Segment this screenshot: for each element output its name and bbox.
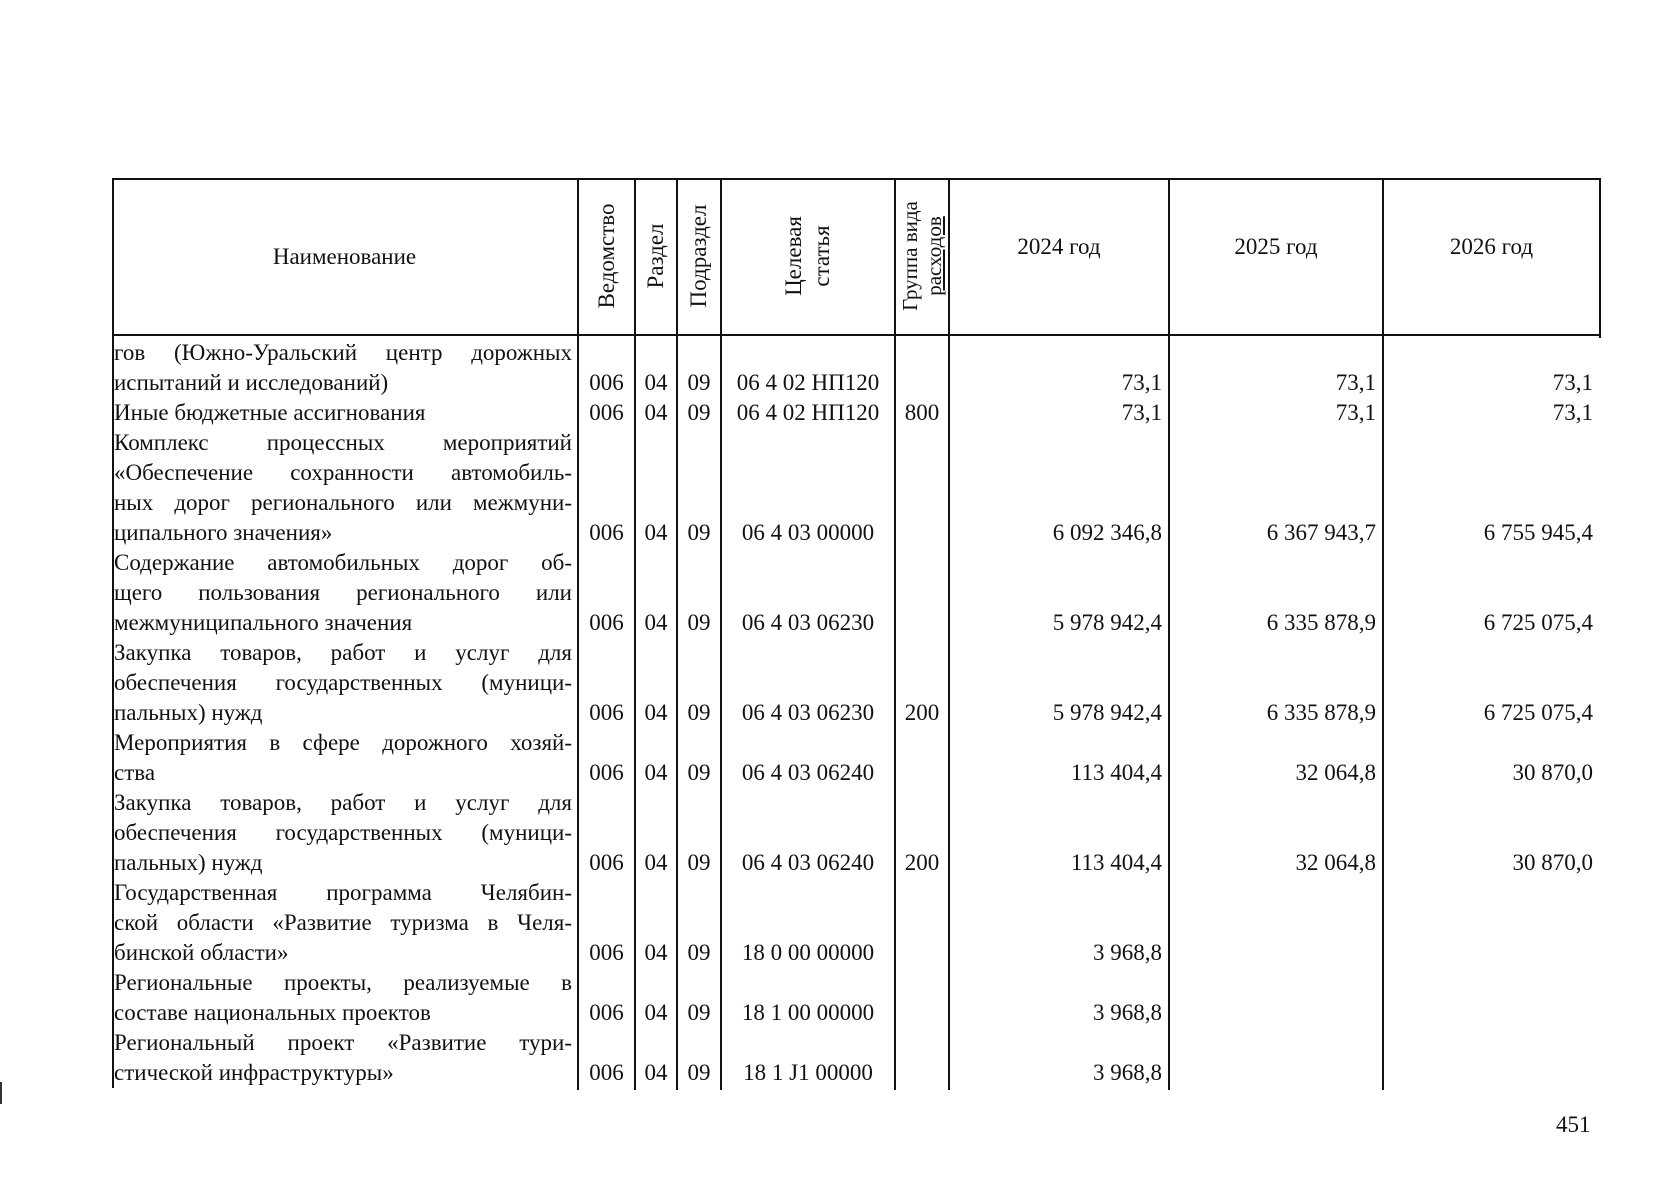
row-name-line: бинской области» (114, 940, 289, 965)
row-podrazdel: 09 (687, 1000, 711, 1025)
row-value-y2025: 6 335 878,9 (1266, 700, 1376, 725)
row-tselevaya: 18 0 00 00000 (741, 940, 875, 965)
row-name-line: Закупка товаров, работ и услуг для (114, 640, 572, 665)
row-razdel: 04 (644, 700, 668, 725)
row-value-y2024: 3 968,8 (1093, 1000, 1162, 1025)
row-ved: 006 (589, 610, 624, 635)
row-razdel: 04 (644, 1000, 668, 1025)
row-ved: 006 (589, 700, 624, 725)
row-podrazdel: 09 (687, 850, 711, 875)
row-gruppa: 200 (904, 850, 940, 875)
row-tselevaya: 06 4 03 06240 (741, 760, 875, 785)
row-value-y2024: 113 404,4 (1070, 760, 1162, 785)
table-top-border (112, 178, 1601, 180)
row-ved: 006 (589, 850, 624, 875)
row-value-y2024: 73,1 (1121, 400, 1162, 425)
row-ved: 006 (589, 370, 624, 395)
row-name-line: испытаний и исследований) (114, 370, 389, 395)
header-tselevaya-line2: статья (809, 225, 834, 287)
row-value-y2024: 6 092 346,8 (1052, 520, 1162, 545)
header-gruppa-line2: расходов (922, 216, 946, 296)
col-divider (894, 178, 896, 1090)
row-value-y2025: 73,1 (1335, 370, 1376, 395)
row-name-line: Мероприятия в сфере дорожного хозяй- (114, 730, 572, 755)
row-value-y2025: 32 064,8 (1295, 760, 1376, 785)
header-razdel: Раздел (643, 223, 668, 289)
row-tselevaya: 18 1 J1 00000 (743, 1060, 873, 1085)
row-tselevaya: 06 4 03 06230 (741, 700, 875, 725)
page-number: 451 (1556, 1112, 1591, 1137)
col-divider (1599, 178, 1601, 338)
row-ved: 006 (589, 520, 624, 545)
row-name-line: Иные бюджетные ассигнования (114, 400, 426, 425)
row-value-y2025: 6 367 943,7 (1266, 520, 1376, 545)
row-podrazdel: 09 (687, 1060, 711, 1085)
row-value-y2026: 30 870,0 (1512, 760, 1593, 785)
row-gruppa: 800 (904, 400, 940, 425)
row-name-line: Региональные проекты, реализуемые в (114, 970, 572, 995)
row-value-y2024: 113 404,4 (1070, 850, 1162, 875)
row-value-y2026: 30 870,0 (1512, 850, 1593, 875)
row-razdel: 04 (644, 370, 668, 395)
header-vedomstvo: Ведомство (594, 203, 619, 309)
row-value-y2024: 3 968,8 (1093, 1060, 1162, 1085)
row-value-y2024: 5 978 942,4 (1052, 700, 1162, 725)
row-name-line: межмуниципального значения (114, 610, 413, 635)
row-ved: 006 (589, 1000, 624, 1025)
row-value-y2025: 73,1 (1335, 400, 1376, 425)
row-value-y2026: 6 755 945,4 (1483, 520, 1593, 545)
row-razdel: 04 (644, 940, 668, 965)
row-name-line: стической инфраструктуры» (114, 1060, 394, 1085)
row-value-y2025: 6 335 878,9 (1266, 610, 1376, 635)
row-tselevaya: 06 4 02 НП120 (736, 370, 880, 395)
row-value-y2024: 5 978 942,4 (1052, 610, 1162, 635)
row-ved: 006 (589, 1060, 624, 1085)
row-value-y2026: 73,1 (1552, 370, 1593, 395)
row-razdel: 04 (644, 610, 668, 635)
row-value-y2026: 73,1 (1552, 400, 1593, 425)
header-gruppa (898, 201, 946, 311)
row-value-y2025: 32 064,8 (1295, 850, 1376, 875)
row-name-line: гов (Южно-Уральский центр дорожных (114, 340, 572, 365)
row-name-line: пальных) нужд (114, 700, 263, 725)
row-ved: 006 (589, 760, 624, 785)
row-razdel: 04 (644, 520, 668, 545)
row-value-y2024: 73,1 (1121, 370, 1162, 395)
row-name-line: пальных) нужд (114, 850, 263, 875)
row-value-y2026: 6 725 075,4 (1483, 700, 1593, 725)
header-tselevaya (780, 216, 836, 296)
row-razdel: 04 (644, 850, 668, 875)
row-tselevaya: 06 4 03 06240 (741, 850, 875, 875)
row-tselevaya: 06 4 02 НП120 (736, 400, 880, 425)
row-podrazdel: 09 (687, 940, 711, 965)
row-name-line: ных дорог регионального или межмуни- (114, 490, 572, 515)
row-value-y2024: 3 968,8 (1093, 940, 1162, 965)
row-tselevaya: 06 4 03 06230 (741, 610, 875, 635)
row-podrazdel: 09 (687, 370, 711, 395)
row-name-line: ципального значения» (114, 520, 333, 545)
row-name-line: Содержание автомобильных дорог об- (114, 550, 572, 575)
row-podrazdel: 09 (687, 610, 711, 635)
row-value-y2026: 6 725 075,4 (1483, 610, 1593, 635)
row-name-line: Региональный проект «Развитие тури- (114, 1030, 572, 1055)
row-name-line: обеспечения государственных (муници- (114, 670, 572, 695)
row-razdel: 04 (644, 400, 668, 425)
row-razdel: 04 (644, 1060, 668, 1085)
header-2025: 2025 год (1234, 234, 1318, 259)
header-bottom-border (112, 334, 1601, 336)
row-podrazdel: 09 (687, 520, 711, 545)
header-tselevaya-line1: Целевая (781, 216, 806, 296)
row-podrazdel: 09 (687, 400, 711, 425)
row-name-line: Комплекс процессных мероприятий (114, 430, 572, 455)
row-name-line: ской области «Развитие туризма в Челя- (114, 910, 572, 935)
header-name: Наименование (272, 244, 417, 269)
row-name-line: ства (114, 760, 156, 785)
row-ved: 006 (589, 400, 624, 425)
row-tselevaya: 06 4 03 00000 (741, 520, 875, 545)
row-name-line: Государственная программа Челябин- (114, 880, 572, 905)
row-podrazdel: 09 (687, 760, 711, 785)
row-name-line: обеспечения государственных (муници- (114, 820, 572, 845)
header-gruppa-line1: Группа вида (898, 201, 922, 311)
row-podrazdel: 09 (687, 700, 711, 725)
row-name-line: составе национальных проектов (114, 1000, 431, 1025)
row-razdel: 04 (644, 760, 668, 785)
row-name-line: Закупка товаров, работ и услуг для (114, 790, 572, 815)
budget-table (112, 178, 1602, 1098)
header-2026: 2026 год (1449, 234, 1534, 259)
header-podrazdel: Подраздел (686, 204, 711, 308)
row-tselevaya: 18 1 00 00000 (741, 1000, 875, 1025)
row-name-line: щего пользования регионального или (114, 580, 572, 605)
scan-mark (0, 1082, 2, 1104)
row-gruppa: 200 (904, 700, 940, 725)
row-ved: 006 (589, 940, 624, 965)
header-2024: 2024 год (1017, 234, 1101, 259)
row-name-line: «Обеспечение сохранности автомобиль- (114, 460, 572, 485)
